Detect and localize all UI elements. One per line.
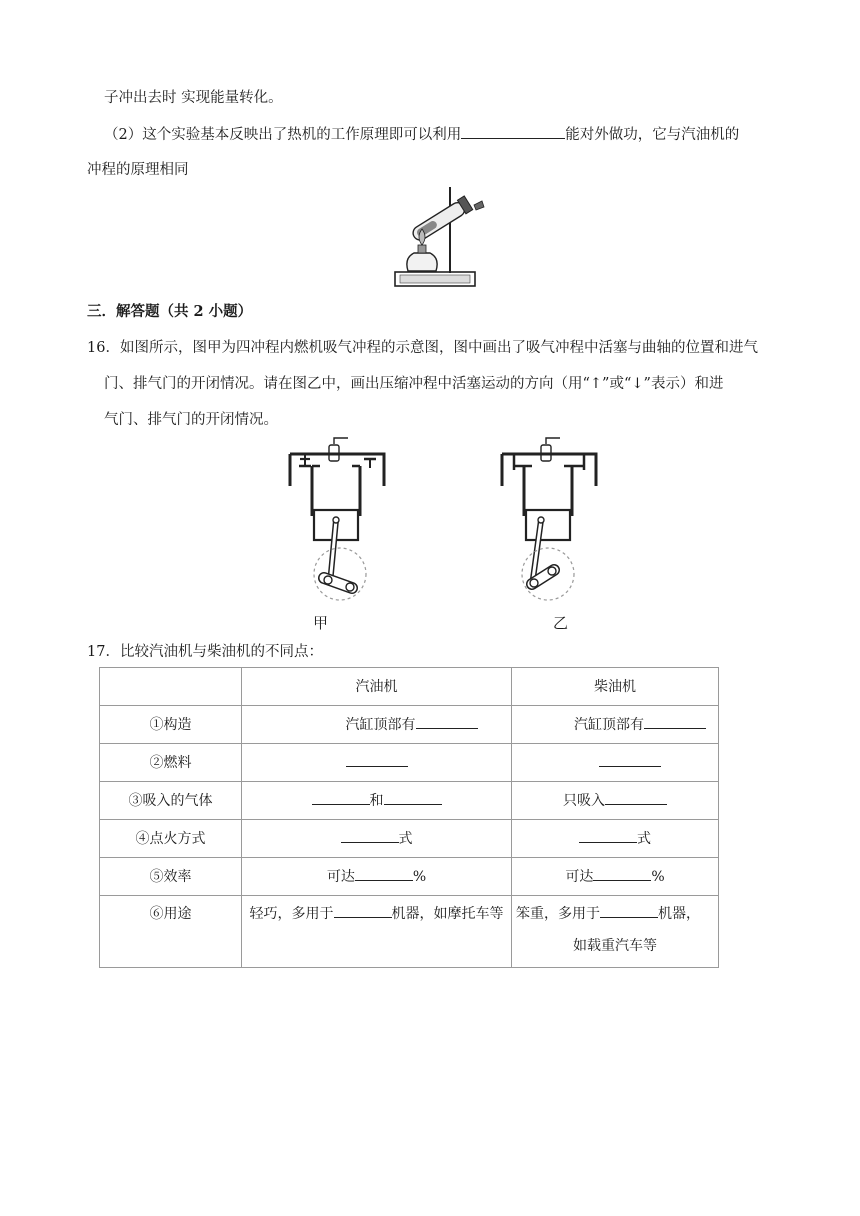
q16-line2: 门、排气门的开闭情况。请在图乙中，画出压缩冲程中活塞运动的方向（用“↑”或“↓”表示）和进 [104, 376, 724, 392]
q15-line2 [104, 124, 739, 145]
row-label: ⑥用途 [100, 896, 242, 968]
table-header-diesel: 柴油机 [512, 668, 719, 706]
q15-line1: 子冲出去时 实现能量转化。 [104, 90, 283, 106]
q15-line2-b: 能对外做功，它与汽油机的 [565, 127, 740, 143]
section-heading: 三．解答题（共 2 小题） [87, 303, 253, 320]
diesel-cell [512, 744, 719, 782]
row-label: ④点火方式 [100, 820, 242, 858]
table-row [100, 744, 719, 782]
diesel-usage-example: 如载重汽车等 [573, 938, 657, 954]
table-row [100, 782, 719, 820]
diesel-cell: 可达 % [512, 858, 719, 896]
gasoline-cell: 和 [242, 782, 512, 820]
table-header-cell [100, 668, 242, 706]
table-header-row [100, 668, 719, 706]
diesel-cell: 笨重，多用于 机器， 如载重汽车等 [512, 896, 719, 968]
q15-line2-a: （2）这个实验基本反映出了热机的工作原理即可以利用 [104, 127, 462, 143]
table-row [100, 896, 719, 968]
q16-line3: 气门、排气门的开闭情况。 [104, 412, 278, 428]
row-label: ③吸入的气体 [100, 782, 242, 820]
row-label: ⑤效率 [100, 858, 242, 896]
engine-diagram-jia [284, 436, 396, 606]
gasoline-cell [242, 744, 512, 782]
diesel-cell: 只吸入 [512, 782, 719, 820]
diesel-cell: 式 [512, 820, 719, 858]
figure-label-jia: 甲 [313, 614, 329, 632]
figure-label-yi: 乙 [553, 614, 569, 632]
answer-blank [461, 124, 565, 139]
table-header-gasoline: 汽油机 [242, 668, 512, 706]
gasoline-cell: 轻巧，多用于 机器，如摩托车等 [242, 896, 512, 968]
row-label: ①构造 [100, 706, 242, 744]
q15-line3: 冲程的原理相同 [87, 162, 189, 178]
q17-intro: 17．比较汽油机与柴油机的不同点： [87, 644, 323, 660]
comparison-table [99, 667, 719, 968]
gasoline-cell: 汽缸顶部有 [242, 706, 512, 744]
table-row [100, 820, 719, 858]
table-row [100, 858, 719, 896]
table-row [100, 706, 719, 744]
diesel-cell: 汽缸顶部有 [512, 706, 719, 744]
row-label: ②燃料 [100, 744, 242, 782]
engine-diagram-yi [496, 436, 608, 606]
gasoline-cell: 可达 % [242, 858, 512, 896]
experiment-apparatus-figure [390, 183, 490, 291]
q16-line1: 16．如图所示，图甲为四冲程内燃机吸气冲程的示意图，图中画出了吸气冲程中活塞与曲轴的位置和进气 [87, 340, 758, 356]
gasoline-cell: 式 [242, 820, 512, 858]
